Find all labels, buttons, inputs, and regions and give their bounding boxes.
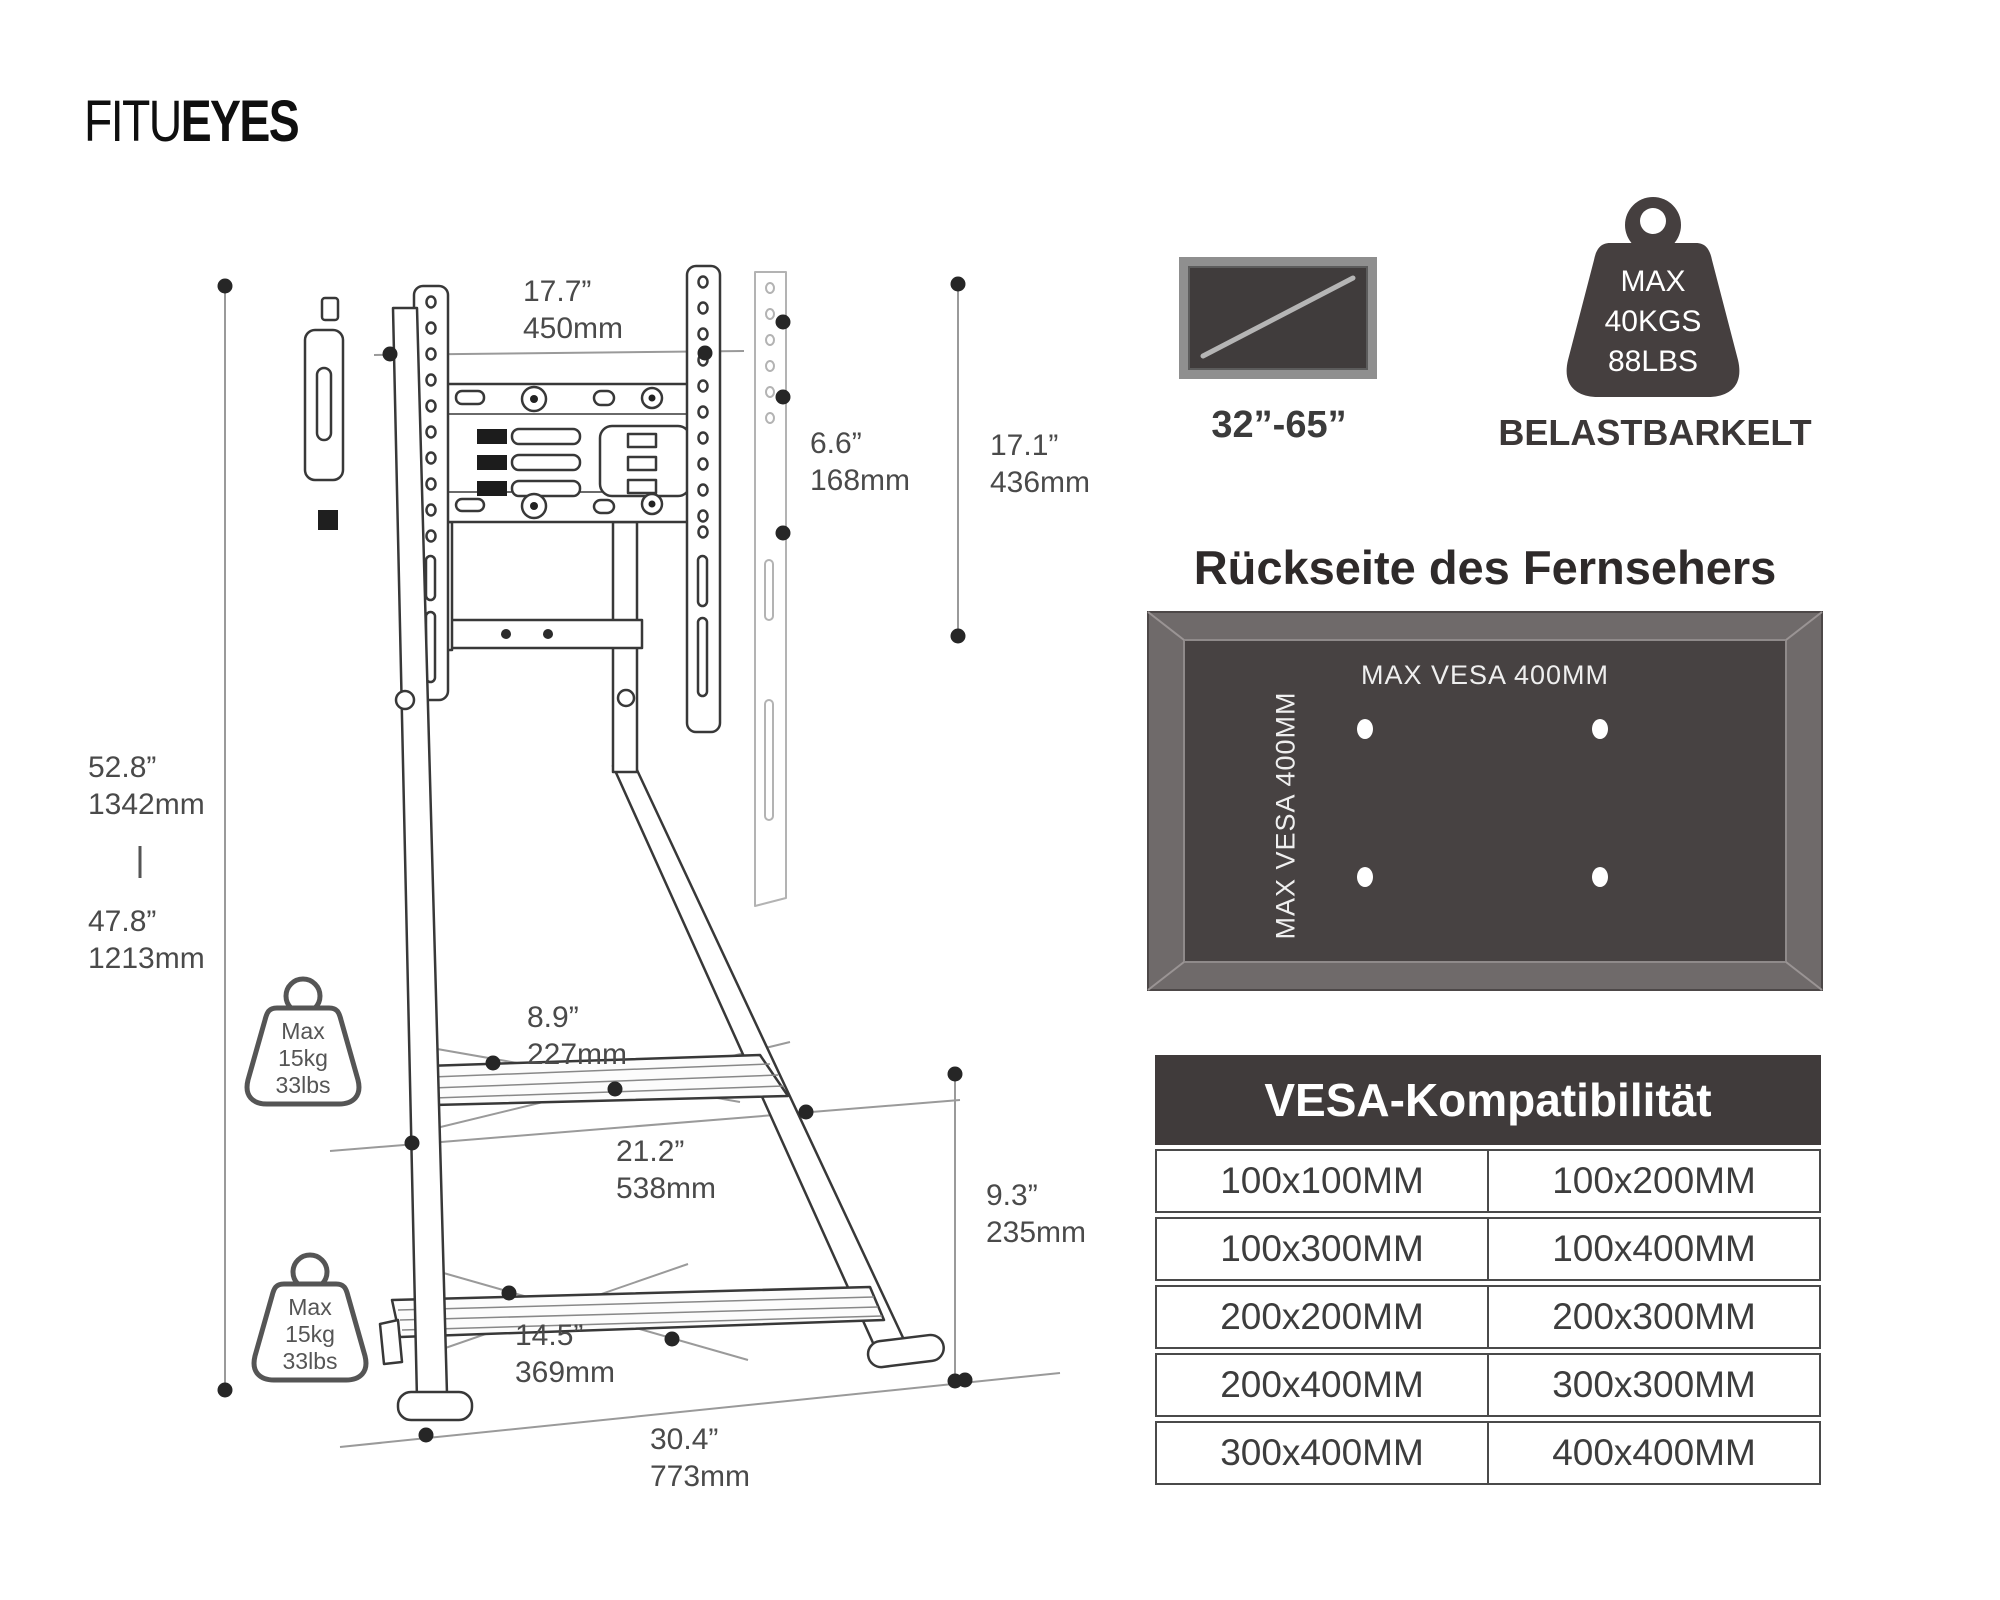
right-bracket-arm <box>687 266 720 732</box>
side-flange <box>305 298 343 530</box>
dim-min-height: 47.8” 1213mm <box>88 905 205 975</box>
tv-size-label: 32”-65” <box>1211 404 1347 446</box>
max-vesa-vertical-label: MAX VESA 400MM <box>1270 691 1301 940</box>
mount-plate <box>447 384 698 522</box>
tv-size-icon <box>1179 257 1377 379</box>
dim-max-height: 52.8” 1342mm <box>88 751 205 821</box>
dim-base-depth: 14.5” 369mm <box>515 1319 616 1389</box>
vesa-table <box>1155 1055 1821 1485</box>
brand-logo-bold: EYES <box>180 89 299 154</box>
vesa-cell: 100x200MM <box>1552 1160 1756 1201</box>
dim-shelf-depth: 8.9” 227mm <box>527 1001 628 1071</box>
dim-base-width: 30.4” 773mm <box>650 1423 751 1493</box>
vesa-cell: 300x300MM <box>1552 1364 1756 1405</box>
table-row <box>1155 1285 1821 1349</box>
vesa-cell: 300x400MM <box>1157 1423 1489 1483</box>
shelf-weight-label-lower: Max 15kg 33lbs <box>282 1294 338 1375</box>
vesa-cell: 100x300MM <box>1157 1219 1489 1279</box>
vesa-cell: 200x200MM <box>1157 1287 1489 1347</box>
shelf-weight-label-upper: Max 15kg 33lbs <box>275 1018 331 1099</box>
vesa-cell: 200x400MM <box>1157 1355 1489 1415</box>
crossbar <box>424 620 642 648</box>
table-row <box>1155 1421 1821 1485</box>
vesa-cell: 100x100MM <box>1157 1151 1489 1211</box>
max-load-label: BELASTBARKELT <box>1498 412 1812 453</box>
back-panel-title: Rückseite des Fernsehers <box>1193 541 1777 594</box>
dim-base-height: 9.3” 235mm <box>986 1179 1087 1249</box>
brand-logo <box>84 88 298 155</box>
left-foot <box>398 1392 472 1420</box>
bottom-shelf <box>380 1287 884 1364</box>
vesa-cell: 200x300MM <box>1552 1296 1756 1337</box>
leg-screw <box>396 691 414 709</box>
dim-shelf-width: 21.2” 538mm <box>616 1135 717 1205</box>
table-row <box>1155 1149 1821 1213</box>
table-row <box>1155 1353 1821 1417</box>
post-screw <box>618 690 634 706</box>
max-vesa-horizontal-label: MAX VESA 400MM <box>1360 660 1610 690</box>
table-row <box>1155 1217 1821 1281</box>
dim-tv-height: 17.1” 436mm <box>990 429 1091 499</box>
vesa-cell: 100x400MM <box>1552 1228 1756 1269</box>
dim-bracket-height: 6.6” 168mm <box>810 427 911 497</box>
max-load-text: MAX 40KGS 88LBS <box>1604 265 1702 378</box>
rear-bracket-arm <box>755 272 786 906</box>
brand-logo-light: FITU <box>84 89 181 154</box>
vesa-table-title: VESA-Kompatibilität <box>1155 1055 1821 1145</box>
dim-top-width: 17.7” 450mm <box>523 275 624 345</box>
vesa-cell: 400x400MM <box>1552 1432 1756 1473</box>
